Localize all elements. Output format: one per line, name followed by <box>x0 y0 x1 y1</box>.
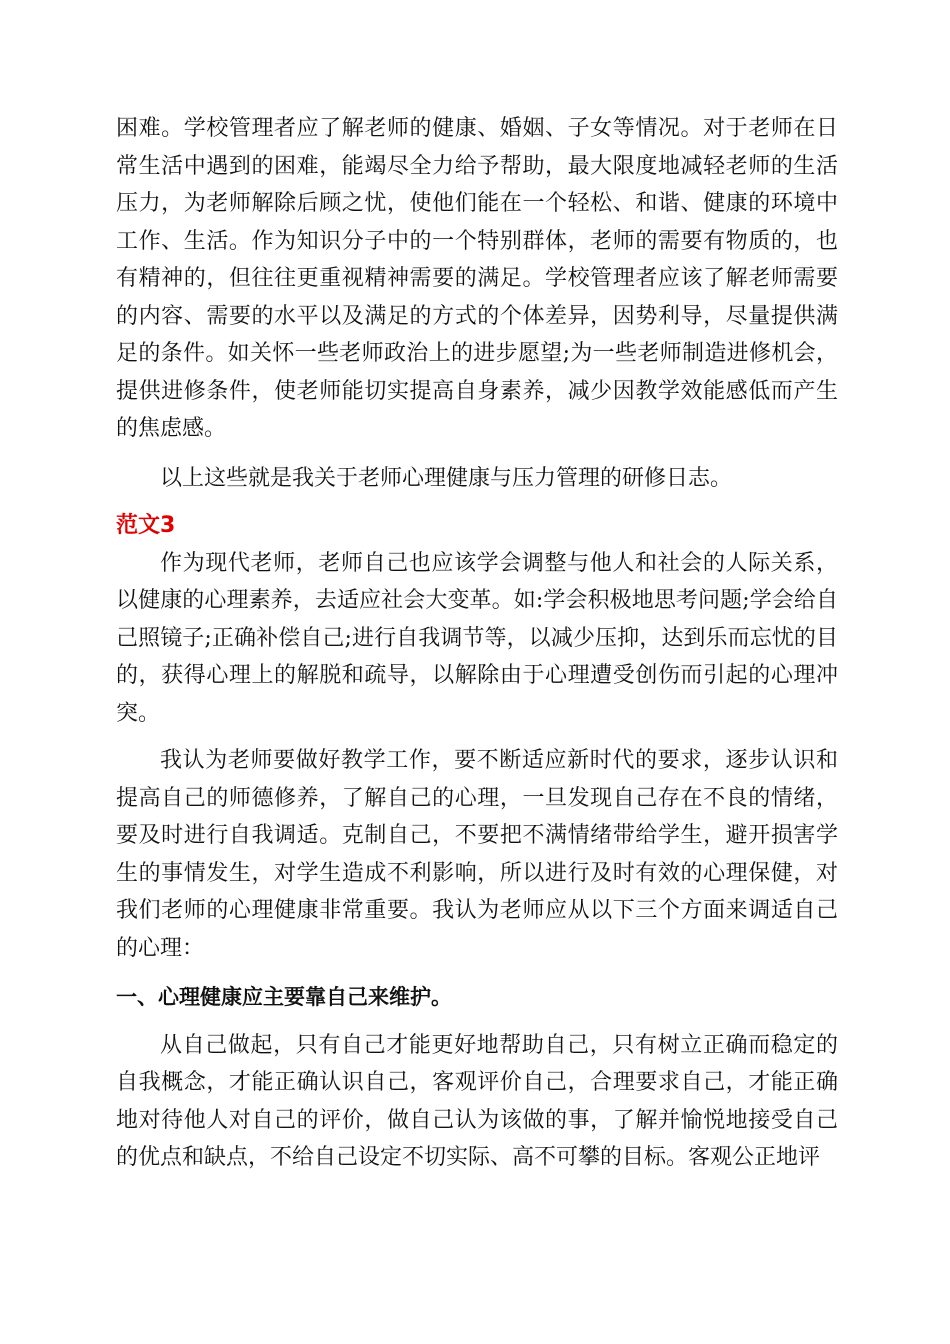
paragraph-summary: 以上这些就是我关于老师心理健康与压力管理的研修日志。 <box>160 465 733 491</box>
paragraph-continuation: 困难。学校管理者应了解老师的健康、婚姻、子女等情况。对于老师在日常生活中遇到的困难，能竭尽全力给予帮助，最大限度地减轻老师的生活压力，为老师解除后顾之忧，使他们能在一个轻松、和谐、健康的环境中工作、生活。作为知识分子中的一个特别群体，老师的需要有物质的，也有精神的，但往往更重视精神需要的满足。学校管理者应该了解老师需要的内容、需要的水平以及满足的方式的个体差异，因势利导，尽量提供满足的条件。如关怀一些老师政治上的进步愿望;为一些老师制造进修机会，提供进修条件，使老师能切实提高自身素养，减少因教学效能感低而产生的焦虑感。 <box>116 116 838 441</box>
subheading-1: 一、心理健康应主要靠自己来维护。 <box>116 985 452 1009</box>
paragraph-1: 作为现代老师，老师自己也应该学会调整与他人和社会的人际关系，以健康的心理素养，去适应社会大变革。如:学会积极地思考问题;学会给自己照镜子;正确补偿自己;进行自我调节等，以减少压抑，达到乐而忘忧的目的，获得心理上的解脱和疏导，以解除由于心理遭受创伤而引起的心理冲突。 <box>116 550 838 726</box>
section-title: 范文3 <box>116 513 176 538</box>
paragraph-2: 我认为老师要做好教学工作，要不断适应新时代的要求，逐步认识和提高自己的师德修养，了解自己的心理，一旦发现自己存在不良的情绪，要及时进行自我调适。克制自己，不要把不满情绪带给学生，避开损害学生的事情发生，对学生造成不利影响，所以进行及时有效的心理保健，对我们老师的心理健康非常重要。我认为老师应从以下三个方面来调适自己的心理： <box>116 748 838 961</box>
paragraph-3: 从自己做起，只有自己才能更好地帮助自己，只有树立正确而稳定的自我概念，才能正确认识自己，客观评价自己，合理要求自己，才能正确地对待他人对自己的评价，做自己认为该做的事，了解并愉悦地接受自己的优点和缺点，不给自己设定不切实际、高不可攀的目标。客观公正地评 <box>116 1032 838 1170</box>
document-page <box>116 110 838 1177</box>
